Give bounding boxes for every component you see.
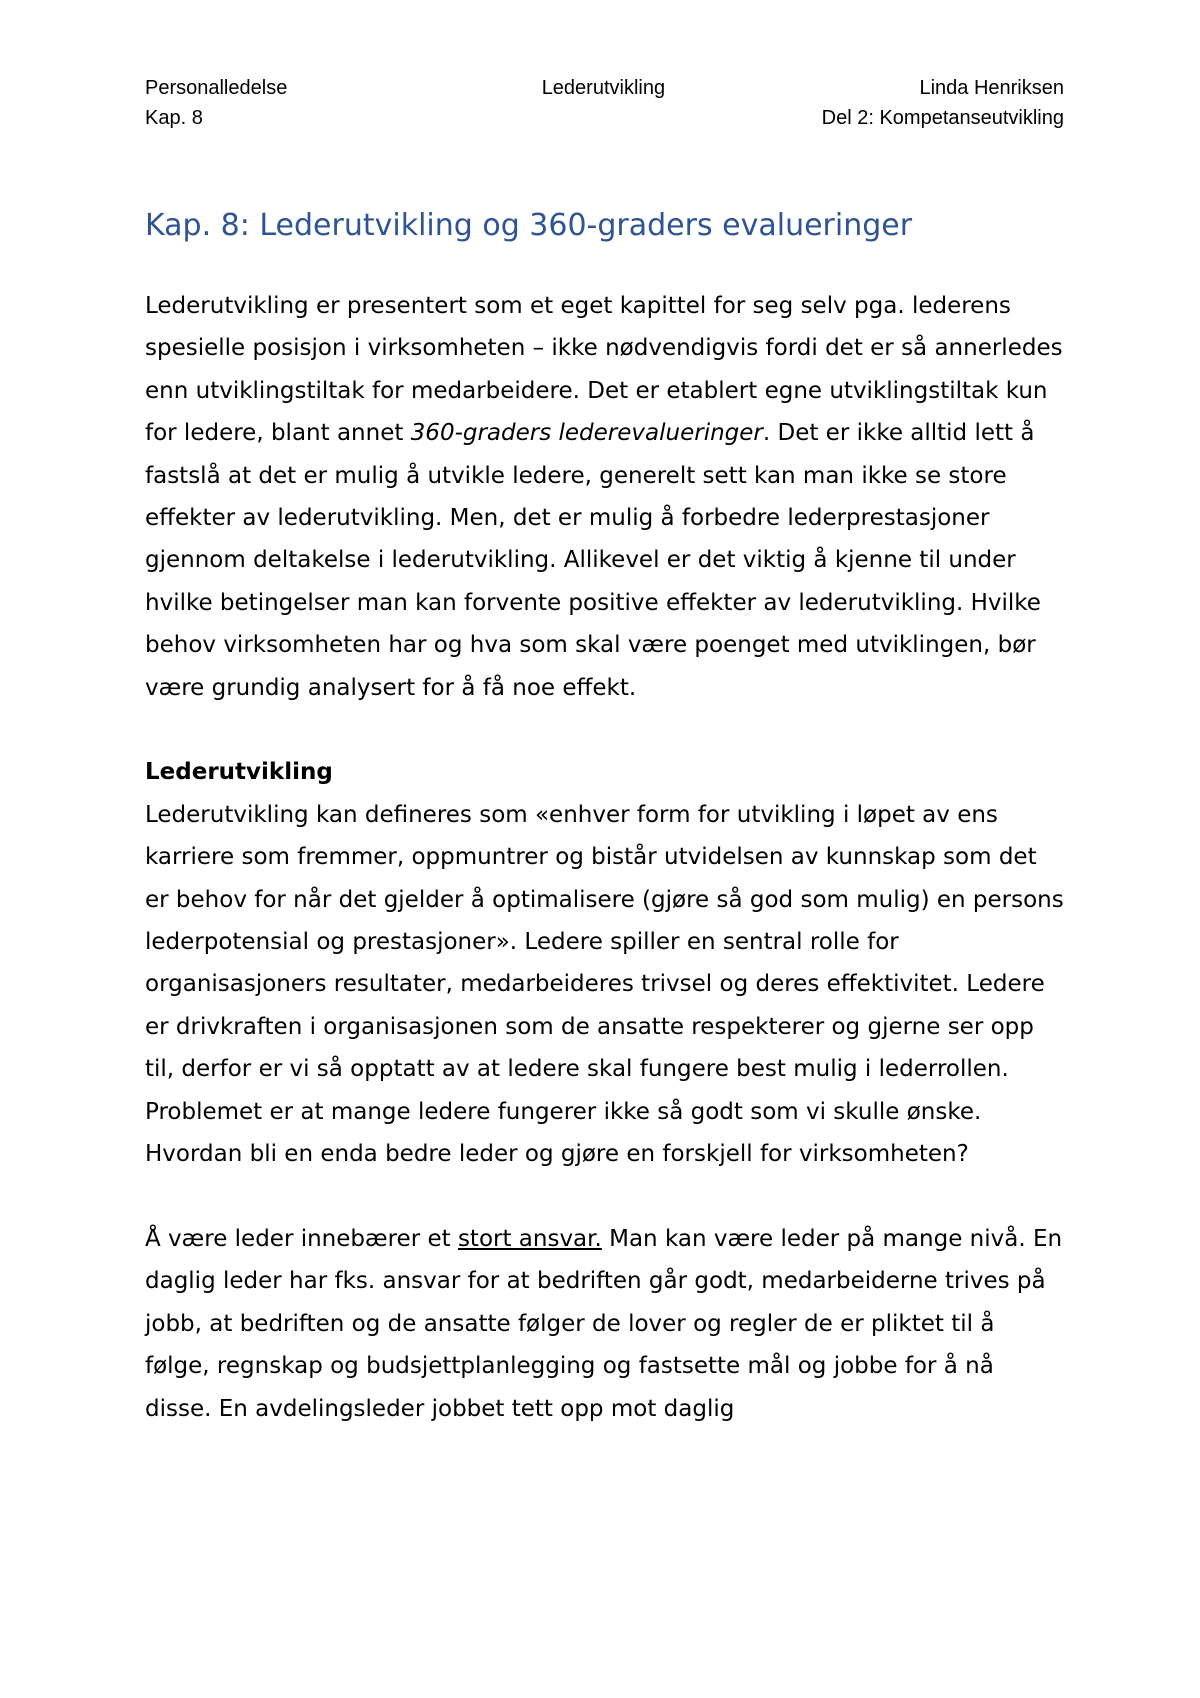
responsibility-text-end: Man kan være leder på mange nivå. En daglig leder har fks. ansvar for at bedriften går godt, medarbeiderne trives på jobb, at bedriften og de ansatte følger de lover og regler de er pliktet til å følge, regnskap og budsjettplanlegging og fastsette mål og jobbe for å nå disse. En avdelingsleder jobbet tett opp mot daglig	[145, 1225, 1063, 1422]
header-course: Personalledelse	[145, 77, 288, 99]
paragraph-gap	[145, 1176, 1064, 1218]
header-row-bottom	[145, 103, 1064, 133]
intro-text-end: . Det er ikke alltid lett å fastslå at det er mulig å utvikle ledere, generelt sett kan man ikke se store effekter av lederutvikling. Men, det er mulig å forbedre lederprestasjoner gjennom deltakelse i lederutvikling. Allikevel er det viktig å kjenne til under hvilke betingelser man kan forvente positive effekter av lederutvikling. Hvilke behov virksomheten har og hva som skal være poenget med utviklingen, bør være grundig analysert for å få noe effekt.	[145, 420, 1041, 701]
header-topic: Lederutvikling	[541, 77, 666, 99]
header-part: Del 2: Kompetanseutvikling	[821, 107, 1064, 129]
paragraph-gap	[145, 709, 1064, 751]
chapter-title: Kap. 8: Lederutvikling og 360-graders evalueringer	[145, 208, 913, 243]
header-author: Linda Henriksen	[919, 77, 1064, 99]
responsibility-paragraph	[145, 1218, 1064, 1430]
intro-paragraph	[145, 285, 1064, 709]
header-chapter: Kap. 8	[145, 107, 203, 129]
question-line: Hvordan bli en enda bedre leder og gjøre en forskjell for virksomheten?	[145, 1141, 969, 1168]
definition-paragraph: Lederutvikling kan defineres som «enhver form for utvikling i løpet av ens karriere som fremmer, oppmuntrer og bistår utvidelsen av kunnskap som det er behov for når det gjelder å optimalisere (gjøre så god som mulig) en persons lederpotensial og prestasjoner». Ledere spiller en sentral rolle for organisasjoners resultater, medarbeideres trivsel og deres effektivitet. Ledere er drivkraften i organisasjonen som de ansatte respekterer og gjerne ser opp til, derfor er vi så opptatt av at ledere skal fungere best mulig i lederrollen. Problemet er at mange ledere fungerer ikke så godt som vi skulle ønske.	[145, 801, 1064, 1125]
section-heading: Lederutvikling	[145, 759, 333, 786]
page-header	[145, 73, 1064, 133]
responsibility-underlined: stort ansvar.	[457, 1225, 602, 1252]
intro-emphasis: 360-graders lederevalueringer	[410, 420, 763, 447]
document-body	[145, 205, 1064, 1430]
responsibility-text-start: Å være leder innebærer et	[145, 1225, 458, 1252]
intro-text-start: Lederutvikling er presentert som et eget kapittel for seg selv pga. lederens spesielle posisjon i virksomheten – ikke nødvendigvis fordi det er så annerledes enn utviklingstiltak for medarbeidere. Det er etablert egne utviklingstiltak kun for ledere, blant annet	[145, 293, 1063, 447]
header-row-top	[145, 73, 1064, 103]
